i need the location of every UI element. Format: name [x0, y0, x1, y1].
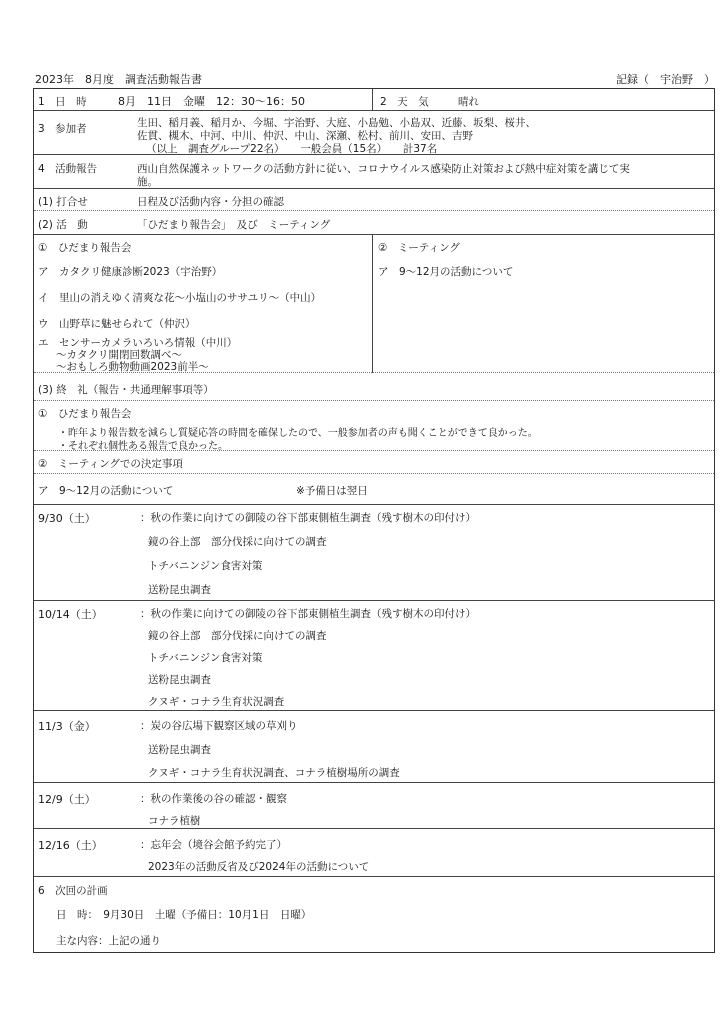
- closing-heading2: ② ミーティングでの決定事項: [38, 458, 183, 470]
- datetime-label: 1 日 時: [38, 96, 87, 108]
- next-plan-label: 6 次回の計画: [38, 885, 108, 897]
- weather-label: 2 天 気: [380, 96, 429, 108]
- schedule-date: 10/14（土）: [38, 608, 103, 621]
- closing-meeting-heading-row: [34, 451, 714, 473]
- meeting2-value: 「ひだまり報告会」 及び ミーティング: [137, 219, 331, 231]
- activity-label: 4 活動報告: [38, 163, 98, 175]
- participants-row: [34, 111, 714, 155]
- meeting-right-heading: ② ミーティング: [378, 242, 460, 254]
- meeting2-label: (2) 活 動: [38, 219, 88, 231]
- participants-line1: 生田、稲月義、稲月か、今堀、宇治野、大庭、小島勉、小島双、近藤、坂梨、桜井、: [137, 117, 536, 129]
- meeting1-row: [34, 189, 714, 211]
- closing-bullet: ・それぞれ個性ある報告で良かった。: [58, 441, 228, 452]
- closing-row: [34, 373, 714, 401]
- schedule-date: 9/30（土）: [38, 512, 96, 525]
- divider: [372, 89, 373, 111]
- hidamari-sub: 〜カタクリ開閉回数調べ〜: [56, 349, 182, 361]
- participants-line3: （以上 調査グループ22名） 一般会員（15名） 計37名: [146, 143, 438, 155]
- closing-heading1: ① ひだまり報告会: [38, 408, 132, 420]
- datetime-value: 8月 11日 金曜 12：30〜16：50: [118, 95, 305, 108]
- schedule-item: トチバニンジン食害対策: [148, 652, 263, 664]
- closing-bullet: ・昨年より報告数を減らし質疑応答の時間を確保したので、一般参加者の声も聞くことができて良かった。: [58, 428, 538, 439]
- schedule-item: ：秋の作業後の谷の確認・観察: [140, 793, 287, 805]
- schedule-block: [34, 601, 714, 711]
- schedule-date: 11/3（金）: [38, 720, 96, 733]
- next-plan-datetime: 日 時： 9月30日 土曜（予備日：10月1日 日曜）: [56, 909, 312, 921]
- closing-label: (3) 終 礼（報告・共通理解事項等）: [38, 384, 214, 396]
- meeting2-row: [34, 211, 714, 235]
- hidamari-heading: ① ひだまり報告会: [38, 242, 132, 254]
- schedule-item: 鏡の谷上部 部分伐採に向けての調査: [148, 630, 327, 642]
- schedule-block: [34, 783, 714, 829]
- hidamari-sub: 〜おもしろ動物動画2023前半〜: [56, 361, 209, 373]
- hidamari-item: エ センサーカメラいろいろ情報（中川）: [38, 337, 238, 349]
- closing-hidamari: [34, 401, 714, 451]
- schedule-item: トチバニンジン食害対策: [148, 560, 263, 572]
- hidamari-section: [34, 235, 714, 373]
- hidamari-item: ア カタクリ健康診断2023（宇治野）: [38, 266, 223, 278]
- meeting1-value: 日程及び活動内容・分担の確認: [137, 196, 284, 208]
- report-title: 2023年 8月度 調査活動報告書: [35, 73, 202, 86]
- schedule-item: クヌギ・コナラ生育状況調査、コナラ植樹場所の調査: [148, 767, 400, 779]
- schedule-item: ：秋の作業に向けての御陵の谷下部東側植生調査（残す樹木の印付け）: [140, 608, 476, 620]
- schedule-block: [34, 505, 714, 601]
- report-header: [35, 71, 715, 85]
- schedule-item: 送粉昆虫調査: [148, 674, 211, 686]
- schedule-item: 鏡の谷上部 部分伐採に向けての調査: [148, 536, 327, 548]
- participants-line2: 佐貫、槻木、中河、中川、仲沢、中山、深瀬、松村、前川、安田、吉野: [137, 130, 473, 142]
- activity-row: [34, 155, 714, 189]
- datetime-row: [34, 89, 714, 111]
- meeting-right-item: ア 9〜12月の活動について: [378, 266, 514, 278]
- recorder-label: 記録（ 宇治野 ）: [616, 73, 715, 86]
- schedule-item: ：炭の谷広場下観察区域の草刈り: [140, 720, 298, 732]
- schedule-date: 12/9（土）: [38, 793, 96, 806]
- activity-line1: 西山自然保護ネットワークの活動方針に従い、コロナウイルス感染防止対策および熱中症対策を講じて実: [137, 163, 630, 175]
- next-plan-section: [34, 877, 714, 953]
- activity-line2: 施。: [137, 176, 158, 188]
- report-table: [33, 88, 715, 953]
- schedule-item: ：秋の作業に向けての御陵の谷下部東側植生調査（残す樹木の印付け）: [140, 512, 476, 524]
- schedule-item: 2023年の活動反省及び2024年の活動について: [148, 861, 370, 873]
- schedule-item: 送粉昆虫調査: [148, 744, 211, 756]
- participants-label: 3 参加者: [38, 123, 87, 135]
- hidamari-item: イ 里山の消えゆく清爽な花〜小塩山のササユリ〜（中山）: [38, 292, 322, 304]
- schedule-block: [34, 829, 714, 877]
- closing-sub-left: ア 9〜12月の活動について: [38, 485, 174, 497]
- hidamari-item: ウ 山野草に魅せられて（仲沢）: [38, 318, 196, 330]
- closing-sub-right: ※予備日は翌日: [296, 485, 368, 497]
- schedule-item: 送粉昆虫調査: [148, 584, 211, 596]
- closing-meeting-sub-row: [34, 473, 714, 505]
- weather-value: 晴れ: [458, 96, 479, 108]
- divider: [372, 235, 373, 373]
- schedule-item: ：忘年会（境谷会館予約完了）: [140, 839, 287, 851]
- schedule-item: クヌギ・コナラ生育状況調査: [148, 696, 285, 708]
- schedule-block: [34, 711, 714, 783]
- schedule-item: コナラ植樹: [148, 815, 201, 827]
- meeting1-label: (1) 打合せ: [38, 196, 88, 208]
- next-plan-content: 主な内容：上記の通り: [56, 935, 161, 947]
- schedule-date: 12/16（土）: [38, 839, 103, 852]
